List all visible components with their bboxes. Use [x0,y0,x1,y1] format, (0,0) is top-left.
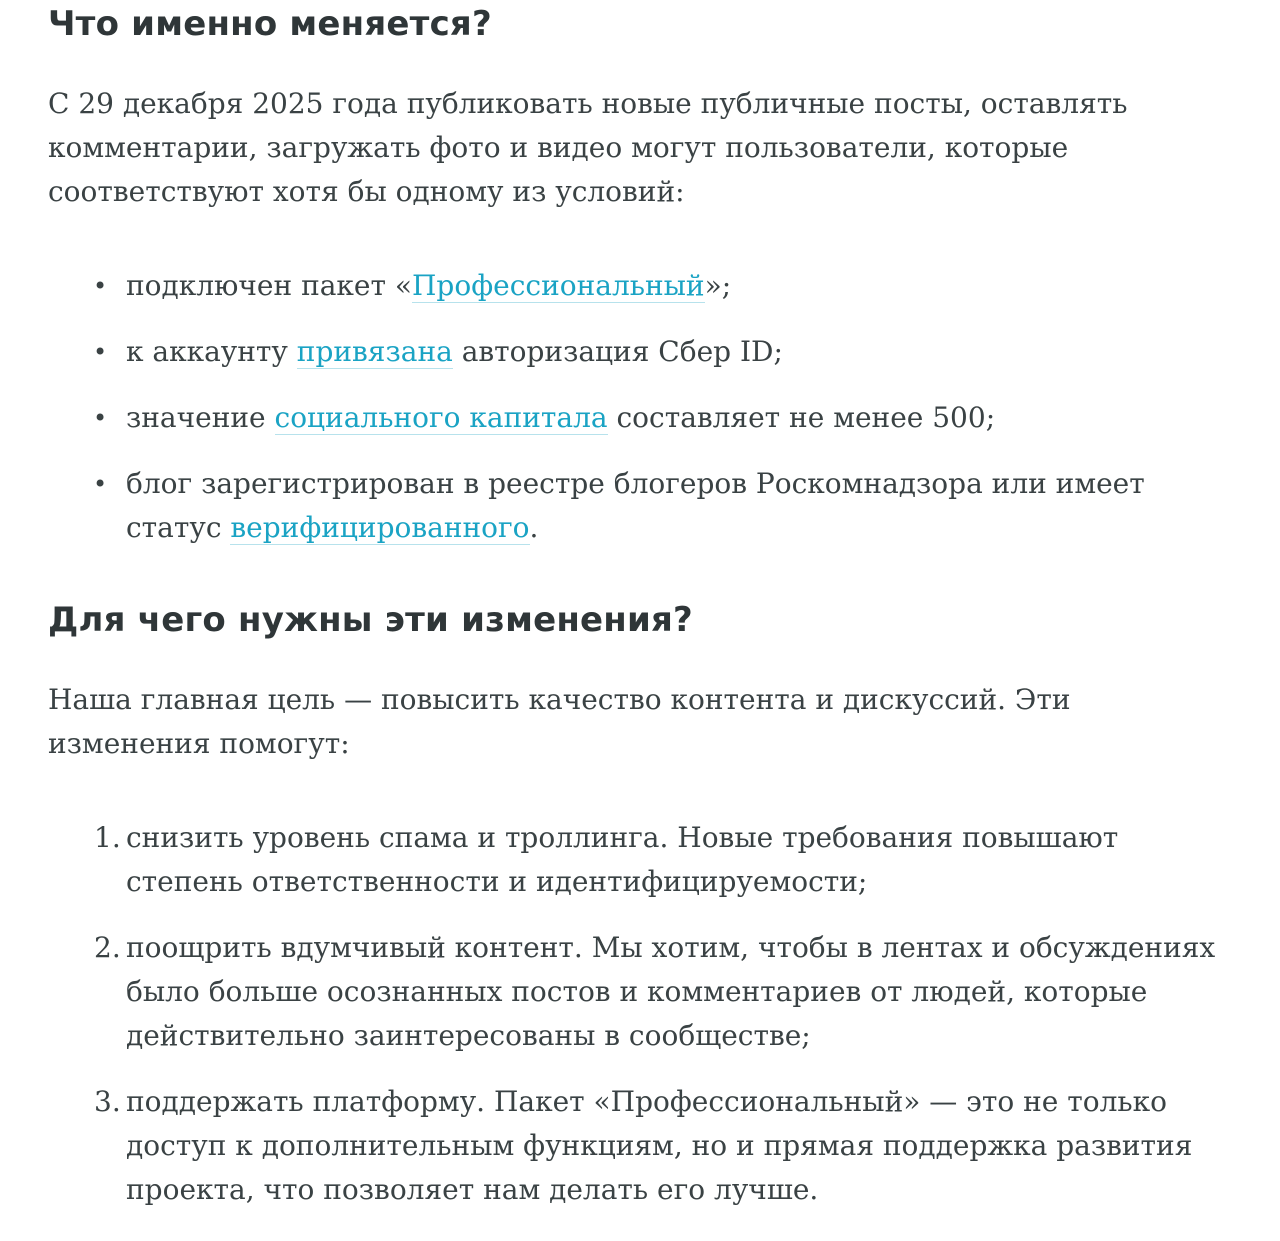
conditions-list [48,264,1228,572]
reason-text: снизить уровень спама и троллинга. Новые требования повышают степень ответственности и идентифицируемости; [126,821,1119,898]
condition-text-before: блог зарегистрирован в реестре блогеров Роскомнадзора или имеет статус [126,467,1145,544]
bullet-icon: • [93,404,108,432]
condition-text-before: подключен пакет « [126,269,413,302]
condition-text-after: »; [704,269,732,302]
condition-text-before: к аккаунту [126,335,297,368]
reason-text: поддержать платформу. Пакет «Профессиональный» — это не только доступ к дополнительным функциям, но и прямая поддержка развития проекта, что позволяет нам делать его лучше. [126,1085,1193,1206]
link-professional-package[interactable]: Профессиональный [412,269,705,302]
link-social-capital[interactable]: социального капитала [274,401,608,434]
goal-paragraph: Наша главная цель — повысить качество контента и дискуссий. Эти изменения помогут: [48,683,1071,760]
list-item [48,926,1228,1058]
condition-text-after: авторизация Сбер ID; [452,335,783,368]
link-verified[interactable]: верифицированного [230,511,530,544]
list-item [48,396,1228,440]
list-number: 2. [94,931,121,964]
list-number: 1. [94,821,121,854]
section-heading-why-changes: Для чего нужны эти изменения? [48,600,693,640]
reason-text: поощрить вдумчивый контент. Мы хотим, чтобы в лентах и обсуждениях было больше осознанных постов и комментариев от людей, которые действительно заинтересованы в сообществе; [126,931,1216,1052]
link-linked-sber-id[interactable]: привязана [296,335,453,368]
condition-text-after: . [529,511,539,544]
bullet-icon: • [93,470,108,498]
section-heading-what-changes: Что именно меняется? [48,4,492,44]
list-item [48,264,1228,308]
list-item [48,462,1228,550]
condition-text-before: значение [126,401,275,434]
condition-text-after: составляет не менее 500; [607,401,996,434]
list-item [48,816,1228,904]
list-item [48,1080,1228,1212]
list-item [48,330,1228,374]
bullet-icon: • [93,338,108,366]
intro-paragraph: С 29 декабря 2025 года публиковать новые публичные посты, оставлять комментарии, загружать фото и видео могут пользователи, которые соответствуют хотя бы одному из условий: [48,87,1128,208]
bullet-icon: • [93,272,108,300]
list-number: 3. [94,1085,121,1118]
reasons-list [48,816,1228,1234]
